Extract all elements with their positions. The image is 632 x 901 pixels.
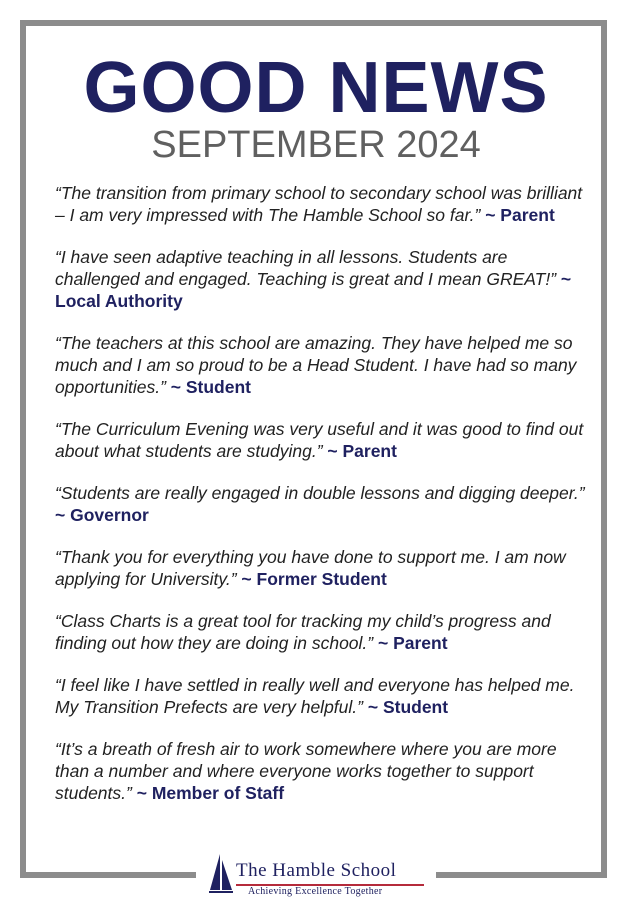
quote-item	[55, 182, 585, 226]
quote-attribution: ~ Parent	[485, 205, 555, 225]
quote-item	[55, 482, 585, 526]
quote-attribution: ~ Parent	[378, 633, 448, 653]
footer	[0, 850, 632, 898]
page-subtitle: SEPTEMBER 2024	[151, 124, 481, 166]
quote-attribution: ~ Student	[367, 697, 449, 717]
quote-item	[55, 246, 585, 312]
quote-attribution: ~ Student	[170, 377, 251, 397]
quote-text: “I have seen adaptive teaching in all lessons. Students are challenged and engaged. Teaching is great and I mean GREAT!”	[55, 247, 557, 289]
quote-text: “Students are really engaged in double lessons and digging deeper.”	[55, 483, 585, 503]
page-title: GOOD NEWS	[83, 48, 549, 128]
quote-item	[55, 610, 585, 654]
quote-item	[55, 418, 585, 462]
quote-text: “The Curriculum Evening was very useful and it was good to find out about what students are studying.”	[55, 419, 584, 461]
quote-attribution: ~ Former Student	[241, 569, 387, 589]
quote-item	[55, 546, 585, 590]
school-tagline: Achieving Excellence Together	[248, 886, 383, 897]
quote-text: “Class Charts is a great tool for tracking my child’s progress and finding out how they are doing in school.”	[55, 611, 551, 653]
quotes-list	[55, 182, 585, 824]
quote-attribution: ~ Governor	[55, 505, 149, 525]
quote-text: “The teachers at this school are amazing. They have helped me so much and I am so proud to be a Head Student. I have had so many opportunities.”	[55, 333, 577, 397]
quote-item	[55, 674, 585, 718]
quote-item	[55, 738, 585, 804]
quote-text: “The transition from primary school to secondary school was brilliant – I am very impressed with The Hamble School so far.”	[55, 183, 583, 225]
quote-item	[55, 332, 585, 398]
school-name: The Hamble School	[236, 860, 397, 881]
quote-text: “I feel like I have settled in really well and everyone has helped me. My Transition Prefects are very helpful.”	[55, 675, 575, 717]
sail-logo-icon	[208, 852, 234, 894]
school-logo	[196, 850, 436, 896]
quote-text: “Thank you for everything you have done to support me. I am now applying for University.”	[55, 547, 566, 589]
quote-text: “It’s a breath of fresh air to work somewhere where you are more than a number and where everyone works together to support students.”	[55, 739, 557, 803]
quote-attribution: ~ Member of Staff	[136, 783, 285, 803]
quote-attribution: ~ Local Authority	[55, 269, 572, 311]
quote-attribution: ~ Parent	[327, 441, 397, 461]
